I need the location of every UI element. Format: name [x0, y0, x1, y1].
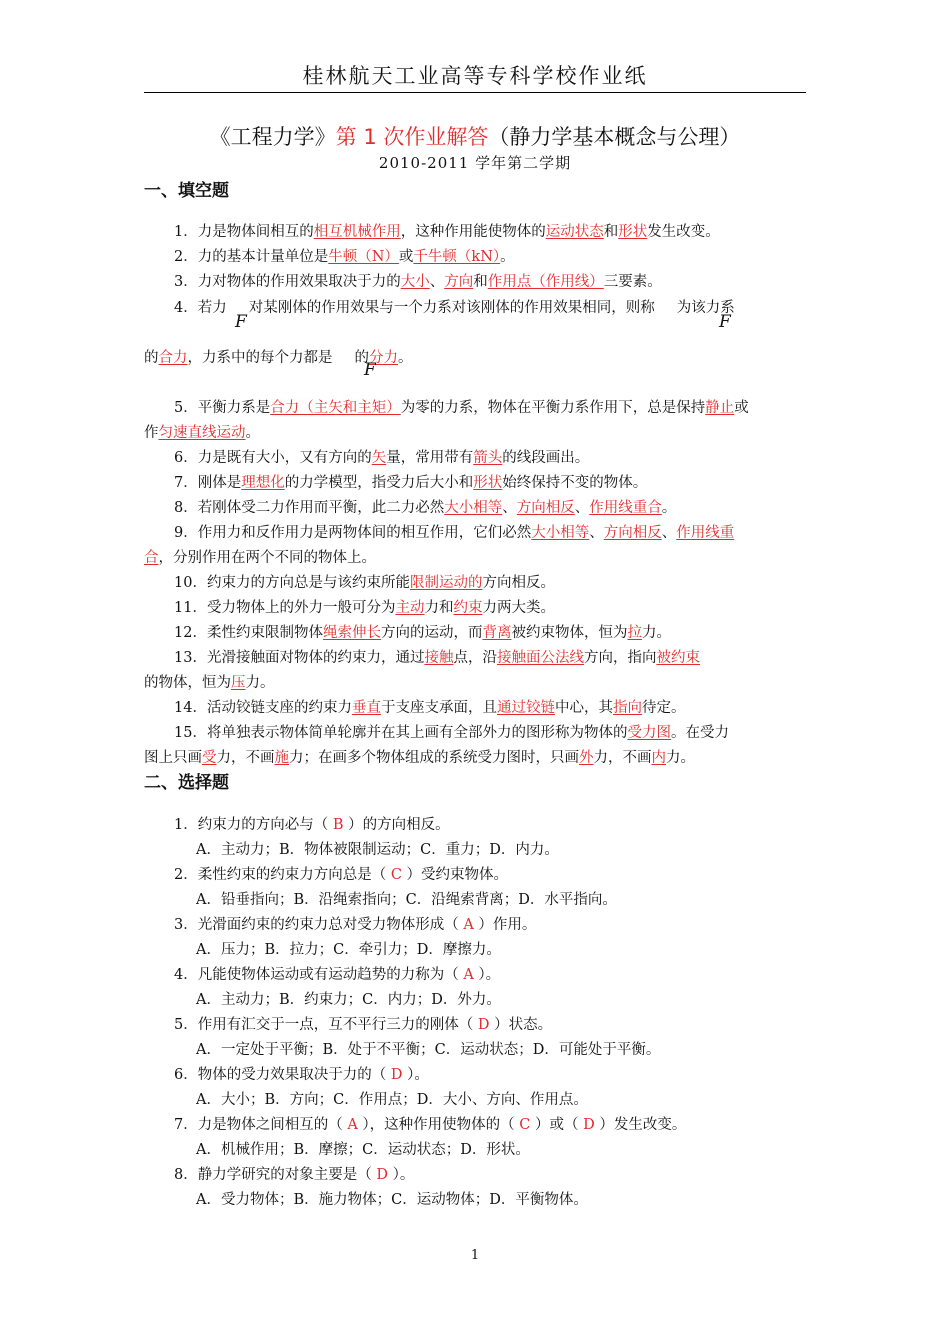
force-symbol: F	[235, 312, 247, 332]
title-highlight: 第 1 次作业解答	[335, 125, 489, 149]
fill-q11	[174, 596, 555, 617]
question-text: ）发生改变。	[594, 1117, 687, 1133]
question-text: 10．约束力的方向总是与该约束所能	[174, 575, 410, 591]
question-text: 或	[398, 249, 414, 265]
answer-text: 矢	[371, 450, 387, 466]
question-text: 和	[473, 274, 488, 290]
school-header: 桂林航天工业高等专科学校作业纸	[302, 64, 648, 88]
fill-q14	[174, 696, 685, 717]
answer-text: D	[390, 1067, 403, 1083]
question-text: 13．光滑接触面对物体的约束力，通过	[174, 650, 425, 666]
question-text: 作	[144, 425, 159, 441]
page-number: 1	[470, 1248, 480, 1263]
fill-q13-line1	[174, 646, 700, 667]
answer-text: 通过铰链	[496, 700, 555, 716]
choice-q7	[174, 1113, 686, 1134]
answer-text: 作用线重	[676, 525, 735, 541]
question-text: 、	[502, 500, 517, 516]
question-text: 8．静力学研究的对象主要是（	[174, 1167, 377, 1183]
question-text: 。	[398, 350, 413, 366]
question-text: 图上只画	[144, 750, 202, 766]
answer-text: A	[463, 917, 474, 933]
question-text: 力。	[641, 625, 671, 641]
answer-text: 约束	[453, 600, 483, 616]
document-title	[144, 121, 806, 151]
answer-text: 形状	[473, 475, 503, 491]
fill-q7	[174, 471, 647, 492]
question-text: 2．力的基本计量单位是	[174, 249, 329, 265]
fill-q15-line2	[144, 746, 695, 767]
question-text: 为该力系	[676, 300, 735, 316]
answer-text: 背离	[482, 625, 512, 641]
choice-q1	[174, 813, 450, 834]
fill-q2	[174, 245, 515, 266]
question-text: 点，沿	[453, 650, 497, 666]
answer-text: 匀速直线运动	[158, 425, 246, 441]
question-text: 8．若刚体受二力作用而平衡，此二力必然	[174, 500, 445, 516]
answer-text: 方向	[444, 274, 474, 290]
answer-text: 压	[231, 675, 246, 691]
fill-q13-line2	[144, 671, 275, 692]
question-text: 、	[429, 274, 445, 290]
fill-q3	[174, 270, 662, 291]
question-text: 4．若力	[174, 300, 227, 316]
question-text: 或	[734, 400, 749, 416]
question-text: 被约束物体，恒为	[511, 625, 628, 641]
title-suffix: （静力学基本概念与公理）	[488, 125, 741, 149]
answer-text: 作用线重合	[589, 500, 662, 516]
answer-text: 绳索伸长	[322, 625, 381, 641]
question-text: 发生改变。	[647, 224, 720, 240]
answer-text: D	[477, 1017, 490, 1033]
choice-q8	[174, 1163, 414, 1184]
question-text: 的线段画出。	[502, 450, 590, 466]
question-text: 力和	[424, 600, 454, 616]
question-text: 9．作用力和反作用力是两物体间的相互作用，它们必然	[174, 525, 532, 541]
answer-text: 施	[274, 750, 289, 766]
question-text: 、	[661, 525, 677, 541]
answer-text: 接触	[424, 650, 454, 666]
question-text: 力。	[245, 675, 275, 691]
answer-text: 作用点（作用线）	[487, 274, 604, 290]
choice-q3-options: A．压力；B．拉力；C．牵引力；D．摩擦力。	[196, 942, 501, 958]
question-text: 6．力是既有大小，又有方向的	[174, 450, 372, 466]
question-text: 12．柔性约束限制物体	[174, 625, 323, 641]
question-text: 5．平衡力系是	[174, 400, 271, 416]
question-text: 始终保持不变的物体。	[502, 475, 648, 491]
question-text: 中心，其	[554, 700, 613, 716]
question-text: 三要素。	[603, 274, 662, 290]
answer-text: 垂直	[351, 700, 381, 716]
question-text: 、	[589, 525, 604, 541]
question-text: 的物体，恒为	[144, 675, 231, 691]
title-prefix: 《工程力学》	[209, 125, 336, 149]
answer-text: 受	[202, 750, 217, 766]
question-text: 14．活动铰链支座的约束力	[174, 700, 352, 716]
question-text: 。	[661, 500, 677, 516]
answer-text: 形状	[618, 224, 648, 240]
fill-q5-line1	[174, 396, 749, 417]
choice-q5	[174, 1013, 552, 1034]
answer-text: C	[390, 867, 402, 883]
question-text: 力，不画	[216, 750, 275, 766]
question-text: 。	[500, 249, 515, 265]
question-text: ）。	[473, 967, 501, 983]
fill-q5-line2	[144, 421, 260, 442]
answer-text: 箭头	[473, 450, 503, 466]
question-text: 、	[574, 500, 590, 516]
question-text: 。	[245, 425, 260, 441]
answer-text: 方向相反	[603, 525, 662, 541]
answer-text: 受力图	[627, 725, 671, 741]
answer-text: 拉	[627, 625, 642, 641]
answer-text: 限制运动的	[409, 575, 483, 591]
answer-text: D	[583, 1117, 595, 1133]
answer-text: 指向	[612, 700, 642, 716]
question-text: 2．柔性约束的约束力方向总是（	[174, 867, 391, 883]
question-text: 待定。	[641, 700, 686, 716]
answer-text: 千牛顿（kN）	[413, 249, 501, 265]
question-text: ）作用。	[473, 917, 537, 933]
question-text: 3．光滑面约束的约束力总对受力物体形成（	[174, 917, 464, 933]
question-text: 方向的运动，而	[380, 625, 483, 641]
choice-q6-options: A．大小；B．方向；C．作用点；D．大小、方向、作用点。	[196, 1092, 588, 1108]
section-choice-heading: 二、选择题	[144, 773, 229, 793]
question-text: 6．物体的受力效果取决于力的（	[174, 1067, 391, 1083]
answer-text: A	[347, 1117, 358, 1133]
answer-text: A	[463, 967, 474, 983]
answer-text: 大小相等	[531, 525, 590, 541]
answer-text: 运动状态	[545, 224, 604, 240]
fill-q1	[174, 220, 720, 241]
question-text: ）或（	[530, 1117, 584, 1133]
question-text: ）状态。	[489, 1017, 553, 1033]
question-text: ）受约束物体。	[401, 867, 509, 883]
fill-q10	[174, 571, 555, 592]
section-fill-heading: 一、填空题	[144, 181, 229, 201]
header-rule	[144, 92, 806, 93]
choice-q4	[174, 963, 500, 984]
question-text: 1．力是物体间相互的	[174, 224, 314, 240]
question-text: 5．作用有汇交于一点，互不平行三力的刚体（	[174, 1017, 478, 1033]
question-text: 11．受力物体上的外力一般可分为	[174, 600, 396, 616]
question-text: 力。	[666, 750, 695, 766]
choice-q2	[174, 863, 508, 884]
question-text: 。在受力	[670, 725, 729, 741]
choice-q3	[174, 913, 536, 934]
fill-q6	[174, 446, 589, 467]
question-text: ，分别作用在两个不同的物体上。	[158, 550, 376, 566]
answer-text: 合力（主矢和主矩）	[270, 400, 401, 416]
question-text: ），这种作用使物体的（	[357, 1117, 520, 1133]
question-text: ，力系中的每个力都是	[187, 350, 333, 366]
question-text: 的	[354, 350, 369, 366]
question-text: ）。	[402, 1067, 429, 1083]
choice-q2-options: A．铅垂指向；B．沿绳索指向；C．沿绳索背离；D．水平指向。	[196, 892, 617, 908]
answer-text: 合	[144, 550, 159, 566]
choice-q8-options: A．受力物体；B．施力物体；C．运动物体；D．平衡物体。	[196, 1192, 588, 1208]
question-text: 的力学模型，指受力后大小和	[284, 475, 474, 491]
question-text: 于支座支承面，且	[380, 700, 497, 716]
answer-text: 相互机械作用	[313, 224, 401, 240]
fill-q12	[174, 621, 671, 642]
answer-text: B	[332, 817, 344, 833]
force-symbol: F	[364, 360, 376, 380]
question-text: ）的方向相反。	[343, 817, 450, 833]
answer-text: 接触面公法线	[496, 650, 584, 666]
force-symbol: F	[719, 312, 731, 332]
question-text: 为零的力系，物体在平衡力系作用下，总是保持	[400, 400, 706, 416]
answer-text: 静止	[705, 400, 735, 416]
question-text: 7．力是物体之间相互的（	[174, 1117, 348, 1133]
question-text: 方向，指向	[583, 650, 657, 666]
answer-text: 大小相等	[444, 500, 503, 516]
choice-q5-options: A．一定处于平衡；B．处于不平衡；C．运动状态；D．可能处于平衡。	[196, 1042, 661, 1058]
answer-text: 分力	[369, 350, 398, 366]
document-subtitle: 2010-2011 学年第二学期	[378, 154, 572, 172]
question-text: 7．刚体是	[174, 475, 242, 491]
fill-q9-line2	[144, 546, 376, 567]
answer-text: 内	[651, 750, 666, 766]
choice-q6	[174, 1063, 429, 1084]
fill-q9-line1	[174, 521, 734, 542]
question-text: ，这种作用能使物体的	[400, 224, 546, 240]
question-text: 和	[603, 224, 619, 240]
choice-q7-options: A．机械作用；B．摩擦；C．运动状态；D．形状。	[196, 1142, 530, 1158]
answer-text: 牛顿（N）	[328, 249, 399, 265]
choice-q1-options: A．主动力；B．物体被限制运动；C．重力；D．内力。	[196, 842, 559, 858]
question-text: 力两大类。	[482, 600, 555, 616]
answer-text: 外	[579, 750, 594, 766]
fill-q15-line1	[174, 721, 729, 742]
question-text: 1．约束力的方向必与（	[174, 817, 333, 833]
answer-text: 大小	[400, 274, 430, 290]
question-text: 力，不画	[593, 750, 652, 766]
question-text: 力；在画多个物体组成的系统受力图时，只画	[289, 750, 579, 766]
question-text: ）。	[387, 1167, 415, 1183]
answer-text: 理想化	[241, 475, 285, 491]
answer-text: 被约束	[656, 650, 700, 666]
question-text: 15．将单独表示物体简单轮廓并在其上画有全部外力的图形称为物体的	[174, 725, 628, 741]
answer-text: C	[519, 1117, 531, 1133]
question-text: 方向相反。	[482, 575, 555, 591]
choice-q4-options: A．主动力；B．约束力；C．内力；D．外力。	[196, 992, 501, 1008]
question-text: 对某刚体的作用效果与一个力系对该刚体的作用效果相同，则称	[248, 300, 655, 316]
question-text: 4．凡能使物体运动或有运动趋势的力称为（	[174, 967, 464, 983]
fill-q4-line1	[174, 296, 735, 317]
answer-text: 方向相反	[516, 500, 575, 516]
answer-text: 主动	[395, 600, 425, 616]
question-text: 3．力对物体的作用效果取决于力的	[174, 274, 401, 290]
answer-text: D	[376, 1167, 388, 1183]
question-text: 量，常用带有	[386, 450, 474, 466]
question-text: 的	[144, 350, 159, 366]
fill-q8	[174, 496, 676, 517]
answer-text: 合力	[158, 350, 188, 366]
